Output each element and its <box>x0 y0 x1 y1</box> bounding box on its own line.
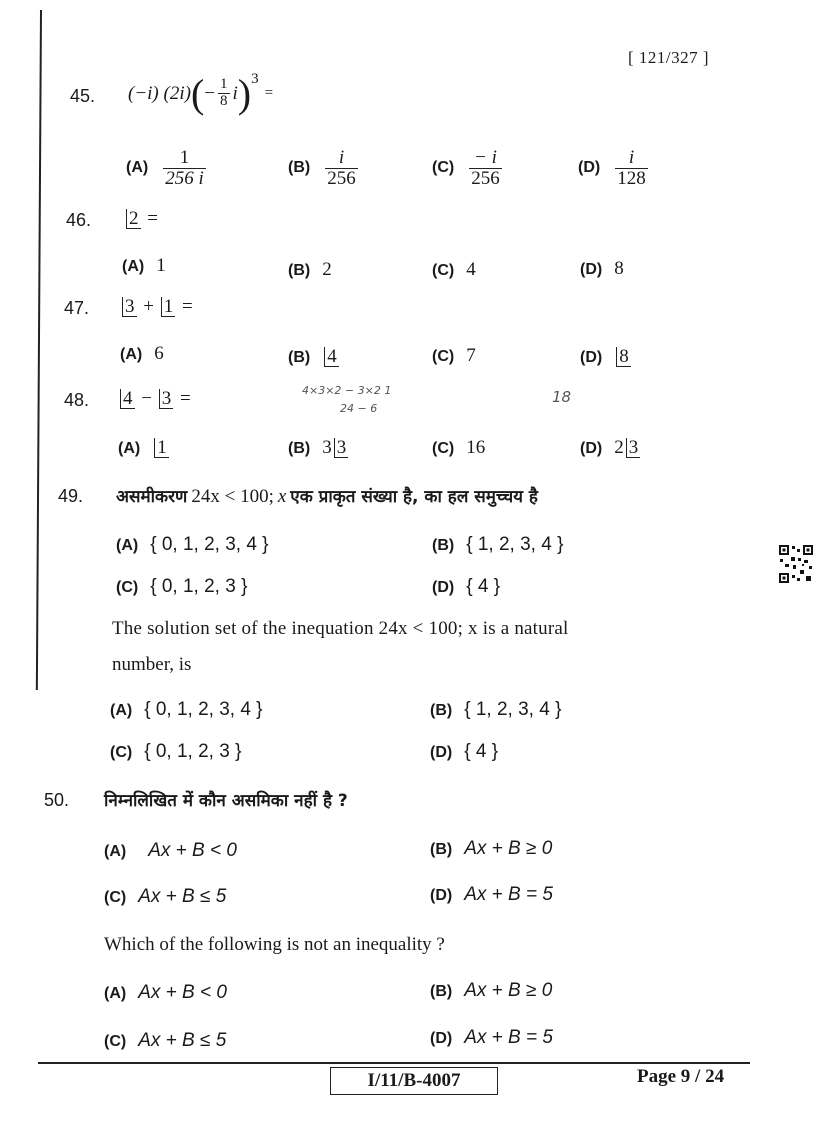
fraction: $\frac{i}{256}$ <box>327 147 356 189</box>
question-number: 48. <box>64 390 90 410</box>
fraction: $\frac{1}{256 i}$ <box>165 147 204 189</box>
factorial: 4 <box>120 389 135 409</box>
factorial: 3 <box>334 438 349 458</box>
option-D[interactable]: (D) Ax + B = 5 <box>430 884 553 905</box>
option-A[interactable]: (A) Ax + B < 0 <box>104 840 237 861</box>
option-B[interactable]: (B) Ax + B ≥ 0 <box>430 980 553 1001</box>
factorial: 3 <box>626 438 641 458</box>
qr-code-icon <box>778 544 814 584</box>
option-D[interactable]: (D) 2 3 <box>580 437 639 458</box>
equals-sign: = <box>181 296 193 317</box>
exponent: 3 <box>251 71 259 87</box>
question-49-english-line1: The solution set of the inequation 24x < 100; x is a natural <box>112 618 569 639</box>
option-A[interactable]: (A) 1 <box>122 255 166 276</box>
minus-sign: − <box>204 82 215 104</box>
margin-line <box>36 10 42 690</box>
factorial: 2 <box>126 209 141 229</box>
option-A[interactable]: (A) { 0, 1, 2, 3, 4 } <box>110 699 263 720</box>
factorial: 4 <box>324 347 339 367</box>
equals-sign: = <box>264 85 274 101</box>
option-B[interactable]: (B) { 1, 2, 3, 4 } <box>432 534 564 555</box>
question-number: 49. <box>58 486 84 506</box>
option-C[interactable]: (C) 16 <box>432 437 486 458</box>
option-B[interactable]: (B) { 1, 2, 3, 4 } <box>430 699 562 720</box>
factorial: 1 <box>154 438 169 458</box>
question-number: 46. <box>66 210 92 230</box>
handwritten-note: 24 − 6 <box>340 402 378 415</box>
question-49-english-line2: number, is <box>112 654 192 675</box>
option-B[interactable]: (B) 4 <box>288 346 337 367</box>
equals-sign: = <box>147 208 158 229</box>
factorial: 3 <box>122 297 137 317</box>
option-B[interactable]: (B) 3 3 <box>288 437 347 458</box>
option-D[interactable]: (D) 8 <box>580 258 624 279</box>
option-C[interactable]: (C) 4 <box>432 259 476 280</box>
operator: + <box>143 296 154 317</box>
term: (−i) <box>128 82 159 104</box>
option-C[interactable]: (C) Ax + B ≤ 5 <box>104 1030 227 1051</box>
option-A[interactable]: (A) $\frac{1}{256 i}$ <box>126 147 204 189</box>
option-B[interactable]: (B) $\frac{i}{256}$ <box>288 147 356 189</box>
fraction: $\frac{- i}{256}$ <box>471 147 500 189</box>
option-C[interactable]: (C) 7 <box>432 345 476 366</box>
handwritten-answer: 18 <box>552 388 572 406</box>
handwritten-note: 4×3×2 − 3×2 1 <box>302 384 392 397</box>
question-50-hindi: निम्नलिखित में कौन असमिका नहीं है ? <box>104 791 348 811</box>
fraction: $\frac{i}{128}$ <box>617 147 646 189</box>
question-number: 50. <box>44 790 70 810</box>
page-number: Page 9 / 24 <box>637 1066 725 1087</box>
question-50-english: Which of the following is not an inequality ? <box>104 934 445 955</box>
factorial: 1 <box>161 297 176 317</box>
option-D[interactable]: (D) $\frac{i}{128}$ <box>578 147 646 189</box>
question-number: 45. <box>70 86 96 106</box>
option-D[interactable]: (D) Ax + B = 5 <box>430 1027 553 1048</box>
option-C[interactable]: (C) Ax + B ≤ 5 <box>104 886 227 907</box>
option-A[interactable]: (A) { 0, 1, 2, 3, 4 } <box>116 534 269 555</box>
question-46-expression <box>124 208 158 230</box>
option-C[interactable]: (C) { 0, 1, 2, 3 } <box>116 576 248 597</box>
equals-sign: = <box>179 388 191 409</box>
question-45-expression: (−i) (2i) ( − $\frac{1}{8}$ i ) $^3$ = <box>128 71 274 116</box>
question-47-expression <box>120 296 193 318</box>
option-D[interactable]: (D) { 4 } <box>432 576 501 597</box>
option-A[interactable]: (A) 6 <box>120 343 164 364</box>
booklet-code: I/11/B-4007 <box>330 1067 498 1095</box>
variable: i <box>232 82 238 104</box>
footer-rule <box>38 1062 750 1064</box>
option-C[interactable]: (C) { 0, 1, 2, 3 } <box>110 741 242 762</box>
sheet-code: [ 121/327 ] <box>628 48 710 67</box>
term: (2i) <box>163 82 191 104</box>
option-B[interactable]: (B) Ax + B ≥ 0 <box>430 838 553 859</box>
factorial: 3 <box>159 389 174 409</box>
option-D[interactable]: (D) { 4 } <box>430 741 499 762</box>
option-B[interactable]: (B) 2 <box>288 259 332 280</box>
question-number: 47. <box>64 298 90 318</box>
factorial: 8 <box>616 347 631 367</box>
option-D[interactable]: (D) 8 <box>580 346 629 367</box>
option-A[interactable]: (A) Ax + B < 0 <box>104 982 227 1003</box>
question-48-expression <box>118 388 191 410</box>
option-A[interactable]: (A) 1 <box>118 437 167 458</box>
question-49-hindi: असमीकरण 24x < 100; x एक प्राकृत संख्या है, का हल समुच्चय है <box>116 486 538 507</box>
option-C[interactable]: (C) $\frac{- i}{256}$ <box>432 147 500 189</box>
fraction: $\frac{1}{8}$ <box>220 76 228 109</box>
operator: − <box>141 388 152 409</box>
